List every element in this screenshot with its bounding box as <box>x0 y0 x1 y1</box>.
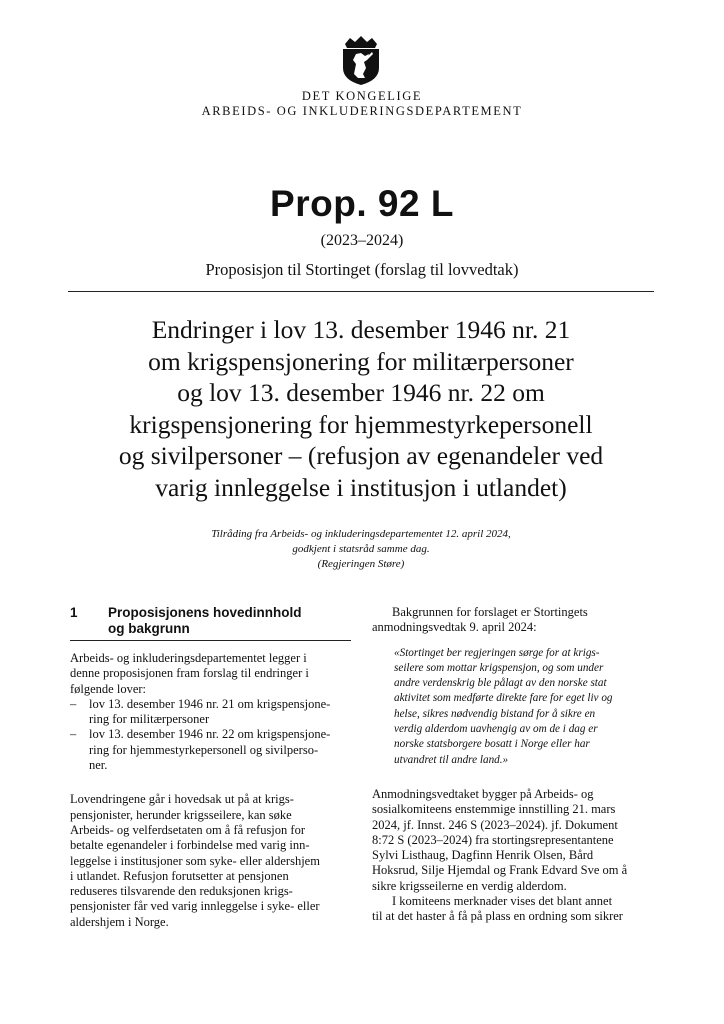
text-line: i utlandet. Refusjon forutsetter at pensjonen <box>70 868 289 883</box>
text-line: lov 13. desember 1946 nr. 21 om krigspensjone- <box>89 696 331 711</box>
parliament-resolution-quote <box>394 646 654 768</box>
quote-line: verdig alderdom uavhengig av om de i dag er <box>394 723 598 736</box>
title-line: Endringer i lov 13. desember 1946 nr. 21 <box>151 315 571 344</box>
quote-line: norske statsborgere bosatt i Norge eller har <box>394 738 590 751</box>
text-line: pensjonister får ved varig innleggelse i syke- eller <box>70 899 320 914</box>
proposition-number: Prop. 92 L <box>270 183 454 224</box>
text-line: 2024, jf. Innst. 246 S (2023–2024). jf. Dokument <box>372 817 618 832</box>
section-heading <box>70 605 351 636</box>
text-line: Bakgrunnen for forslaget er Stortingets <box>392 605 588 619</box>
text-line: anmodningsvedtak 9. april 2024: <box>372 620 537 635</box>
section-divider <box>70 640 351 641</box>
text-line: lov 13. desember 1946 nr. 22 om krigspensjone- <box>89 727 331 742</box>
text-line: Sylvi Listhaug, Dagfinn Henrik Olsen, Bård <box>372 848 594 863</box>
text-line: sikre krigsseilerne en verdig alderdom. <box>372 878 567 893</box>
title-divider <box>68 291 654 292</box>
quote-line: utvandret til andre land.» <box>394 753 509 766</box>
section-title-line: Proposisjonens hovedinnhold <box>108 605 302 620</box>
text-line: ring for militærpersoner <box>89 712 210 727</box>
quote-line: andre verdenskrig ble pålagt av den norske stat <box>394 677 607 690</box>
quote-line: «Stortinget ber regjeringen sørge for at krigs- <box>394 646 600 659</box>
title-line: og lov 13. desember 1946 nr. 22 om <box>177 378 545 407</box>
text-line: pensjonister, herunder krigsseilere, kan søke <box>70 807 292 822</box>
section-title <box>108 605 302 636</box>
committee-paragraph <box>372 787 654 894</box>
approval-line: (Regjeringen Støre) <box>317 558 405 570</box>
text-line: betalte egenandeler i forbindelse med varig inn- <box>70 838 310 853</box>
text-line: denne proposisjonen fram forslag til endringer i <box>70 666 309 681</box>
department-line-2: ARBEIDS- OG INKLUDERINGSDEPARTEMENT <box>201 104 523 118</box>
title-line: krigspensjonering for hjemmestyrkepersonell <box>129 409 593 439</box>
text-line: aldershjem i Norge. <box>70 914 169 929</box>
text-line: Anmodningsvedtaket bygger på Arbeids- og <box>372 786 594 801</box>
background-paragraph <box>372 605 654 636</box>
bullet-dash: – <box>70 696 77 711</box>
department-line-1: DET KONGELIGE <box>301 89 423 103</box>
amendment-paragraph <box>70 792 351 930</box>
bullet-dash: – <box>70 727 77 742</box>
title-line: om krigspensjonering for militærpersoner <box>148 346 574 376</box>
text-line: Lovendringene går i hovedsak ut på at krigs- <box>70 792 294 807</box>
text-line: til at det haster å få på plass en ordning som sikrer <box>372 909 623 924</box>
text-line: følgende lover: <box>70 681 147 696</box>
text-line: leggelse i institusjoner som syke- eller aldershjem <box>70 853 320 868</box>
quote-line: aktivitet som medførte direkte fare for eget liv og <box>394 692 613 705</box>
title-line: varig innleggelse i institusjon i utlandet) <box>155 472 567 502</box>
text-line: sosialkomiteens enstemmige innstilling 21. mars <box>372 802 616 817</box>
committee-remarks-paragraph <box>372 894 654 925</box>
proposition-subtitle: Proposisjon til Stortinget (forslag til lovvedtak) <box>205 260 519 279</box>
norwegian-coat-of-arms-icon <box>339 34 383 86</box>
text-line: 8:72 S (2023–2024) fra stortingsrepresentantene <box>372 832 614 847</box>
text-line: I komiteens merknader vises det blant annet <box>392 894 613 909</box>
approval-line: godkjent i statsråd samme dag. <box>292 543 430 555</box>
document-title <box>68 314 654 503</box>
text-line: reduseres tilsvarende den reduksjonen krigs- <box>70 884 293 899</box>
text-line: Arbeids- og inkluderingsdepartementet legger i <box>70 651 307 665</box>
text-line: ner. <box>89 758 108 773</box>
approval-note <box>68 527 654 572</box>
section-title-line: og bakgrunn <box>108 620 190 636</box>
text-line: Arbeids- og velferdsetaten om å få refusjon for <box>70 822 305 837</box>
right-column <box>372 605 654 925</box>
approval-line: Tilråding fra Arbeids- og inkluderingsdepartementet 12. april 2024, <box>211 528 511 540</box>
quote-line: helse, sikres nødvendig bistand for å sikre en <box>394 707 596 720</box>
left-column <box>70 605 351 930</box>
law-list-item <box>70 727 351 773</box>
text-line: Hoksrud, Silje Hjemdal og Frank Edvard Sve om å <box>372 863 628 878</box>
session-years: (2023–2024) <box>320 232 404 249</box>
section-number: 1 <box>70 605 78 620</box>
text-line: ring for hjemmestyrkepersonell og sivilperso- <box>89 742 319 757</box>
title-line: og sivilpersoner – (refusjon av egenandeler ved <box>118 441 604 470</box>
law-list-item <box>70 697 351 728</box>
intro-paragraph <box>70 651 351 697</box>
quote-line: seilere som mottar krigspensjon, og som under <box>394 661 604 674</box>
